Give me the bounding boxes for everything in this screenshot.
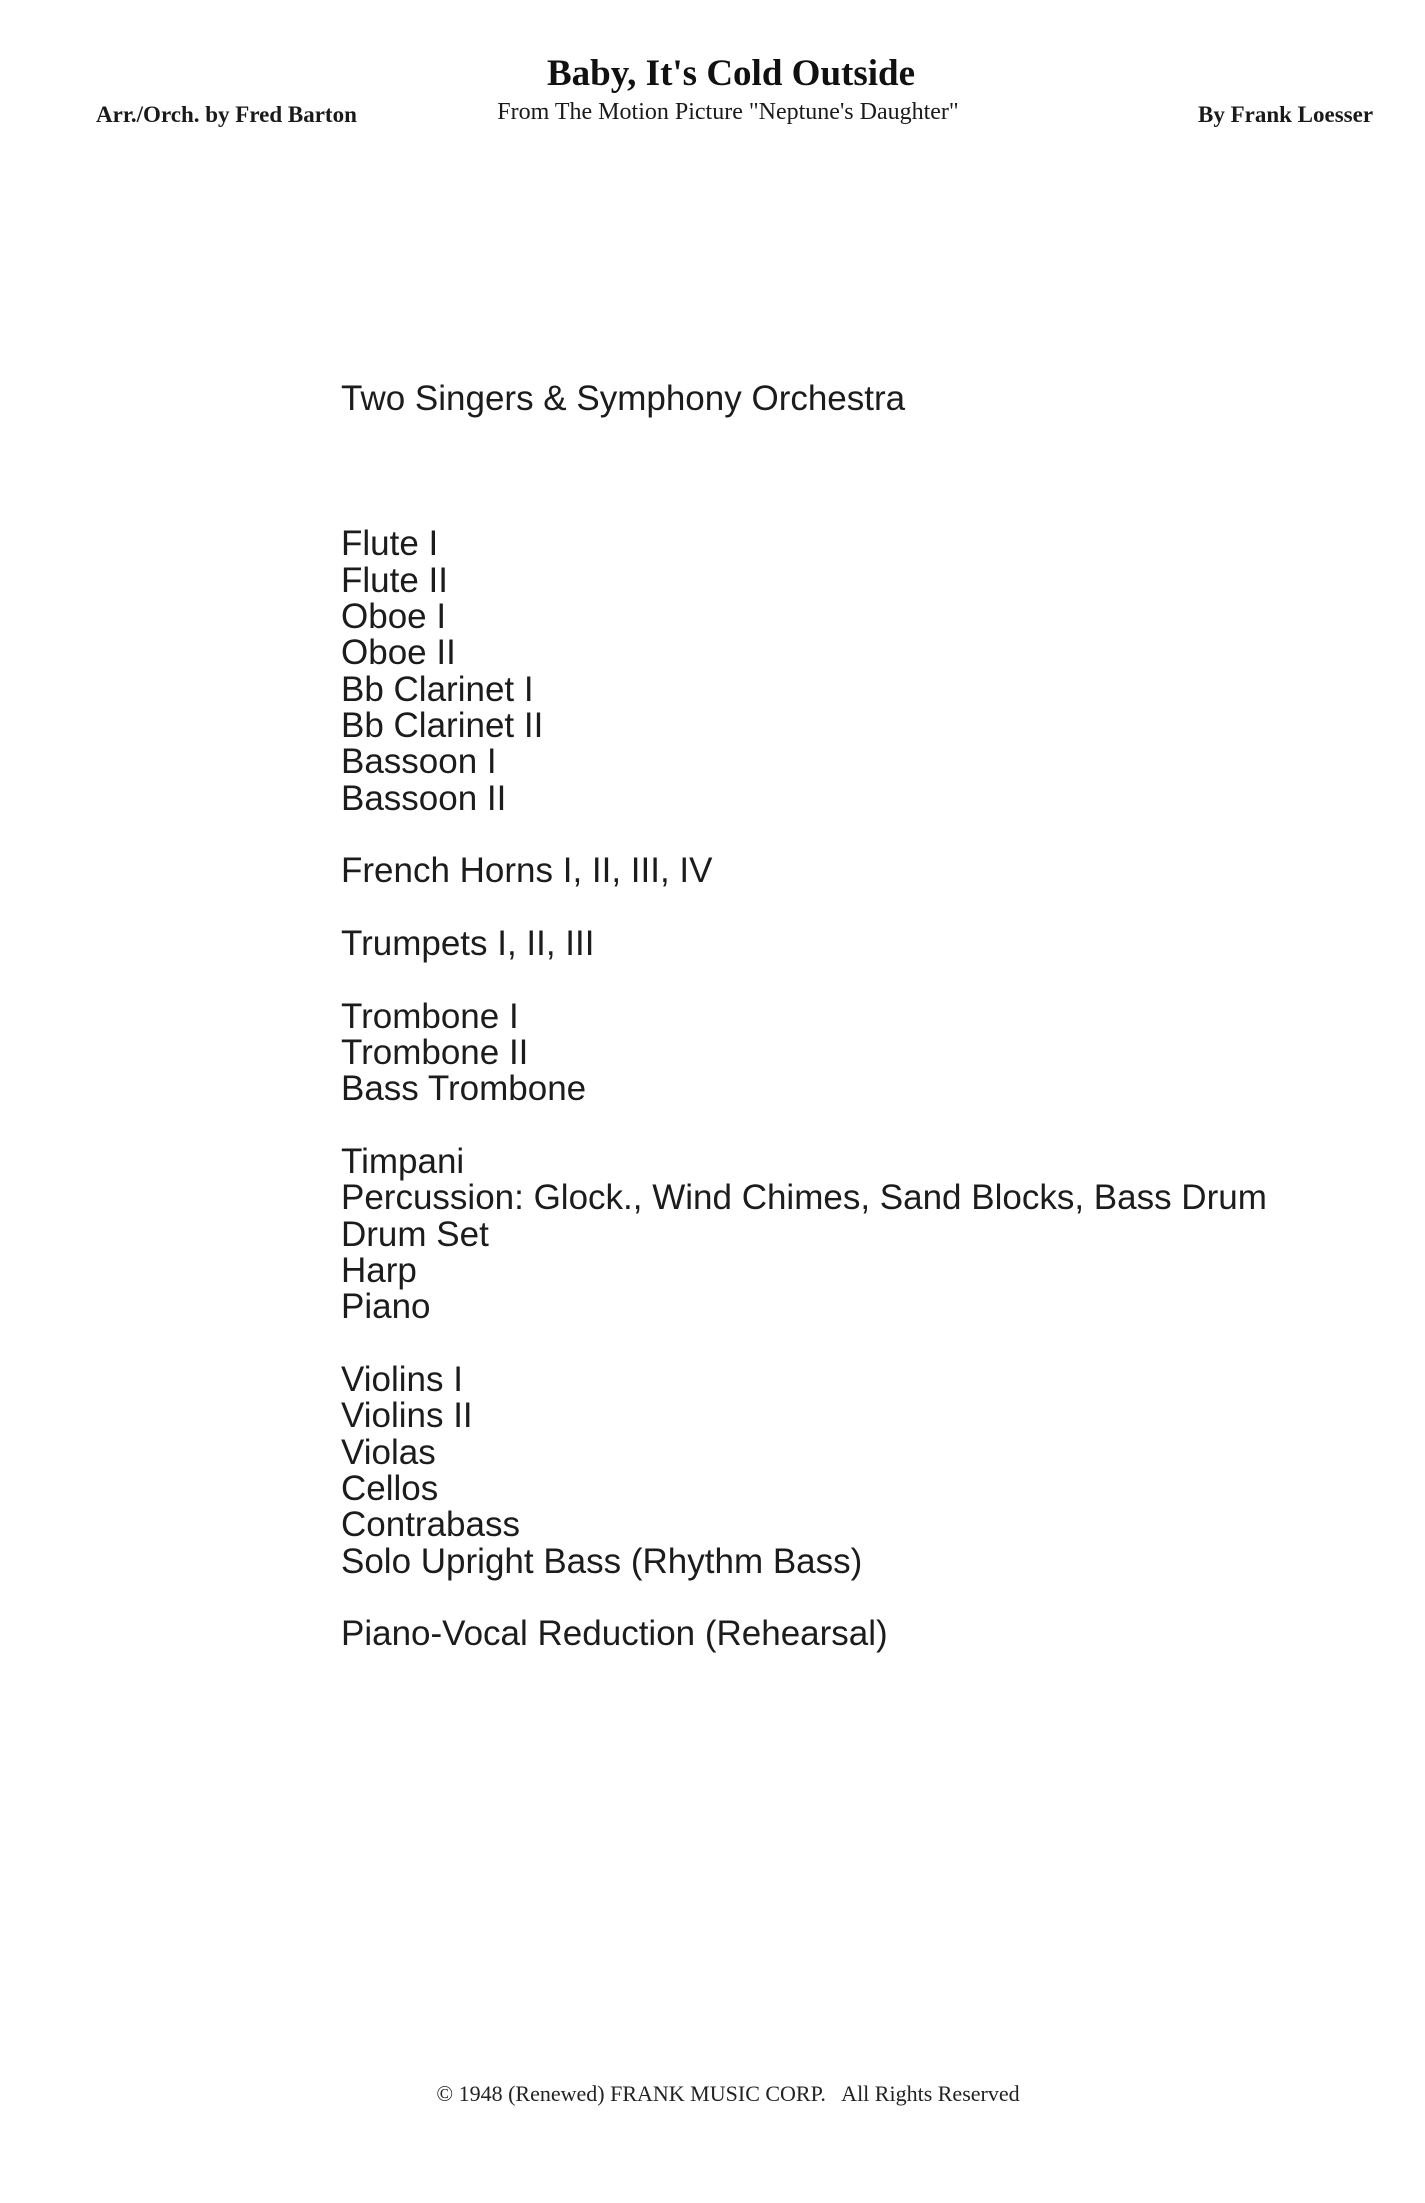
instrument-line: Oboe I [341, 596, 447, 636]
copyright-notice: © 1948 (Renewed) FRANK MUSIC CORP. All Rights Reserved [436, 2081, 1020, 2106]
instrument-group-reduction [341, 1616, 1267, 1652]
instrument-line: Trombone I [341, 996, 519, 1036]
instrument-line: Piano-Vocal Reduction (Rehearsal) [341, 1614, 888, 1654]
instrument-groups [341, 526, 1267, 1652]
instrument-line: Trumpets I, II, III [341, 923, 595, 963]
instrument-group-trumpets [341, 923, 1267, 963]
instrument-line: Bb Clarinet II [341, 705, 544, 745]
instrument-line: Bassoon I [341, 742, 497, 782]
instrument-line: French Horns I, II, III, IV [341, 851, 713, 891]
instrument-line: Percussion: Glock., Wind Chimes, Sand Blocks, Bass Drum [341, 1178, 1267, 1218]
page-title: Baby, It's Cold Outside [546, 53, 916, 94]
instrument-group-percussion-and-keyboards [341, 1141, 1267, 1327]
instrument-group-french-horns [341, 853, 1267, 889]
composer-credit: By Frank Loesser [1198, 102, 1374, 127]
instrument-line: Trombone II [341, 1032, 529, 1072]
instrument-line: Solo Upright Bass (Rhythm Bass) [341, 1541, 863, 1581]
instrument-line: Flute I [341, 524, 439, 564]
arranger-credit: Arr./Orch. by Fred Barton [96, 102, 357, 127]
instrument-line: Bb Clarinet I [341, 669, 534, 709]
instrument-line: Harp [341, 1250, 417, 1290]
instrument-line: Bassoon II [341, 778, 507, 818]
instrument-line: Oboe II [341, 633, 456, 673]
instrument-line: Drum Set [341, 1214, 489, 1254]
instrument-group-low-brass [341, 996, 1267, 1109]
instrument-line: Timpani [341, 1141, 465, 1181]
instrument-line: Flute II [341, 560, 448, 600]
instrument-line: Piano [341, 1287, 431, 1327]
instrument-line: Violas [341, 1432, 436, 1472]
instrument-line: Violins I [341, 1359, 463, 1399]
instrument-group-strings [341, 1359, 1267, 1581]
ensemble-title: Two Singers & Symphony Orchestra [341, 379, 906, 418]
instrument-line: Cellos [341, 1468, 439, 1508]
instrument-line: Violins II [341, 1396, 473, 1436]
instrumentation-list [341, 381, 1267, 1653]
page-subtitle: From The Motion Picture "Neptune's Daughter" [497, 99, 959, 125]
instrument-line: Bass Trombone [341, 1069, 587, 1109]
instrument-group-woodwinds [341, 526, 1267, 817]
instrument-line: Contrabass [341, 1505, 520, 1545]
